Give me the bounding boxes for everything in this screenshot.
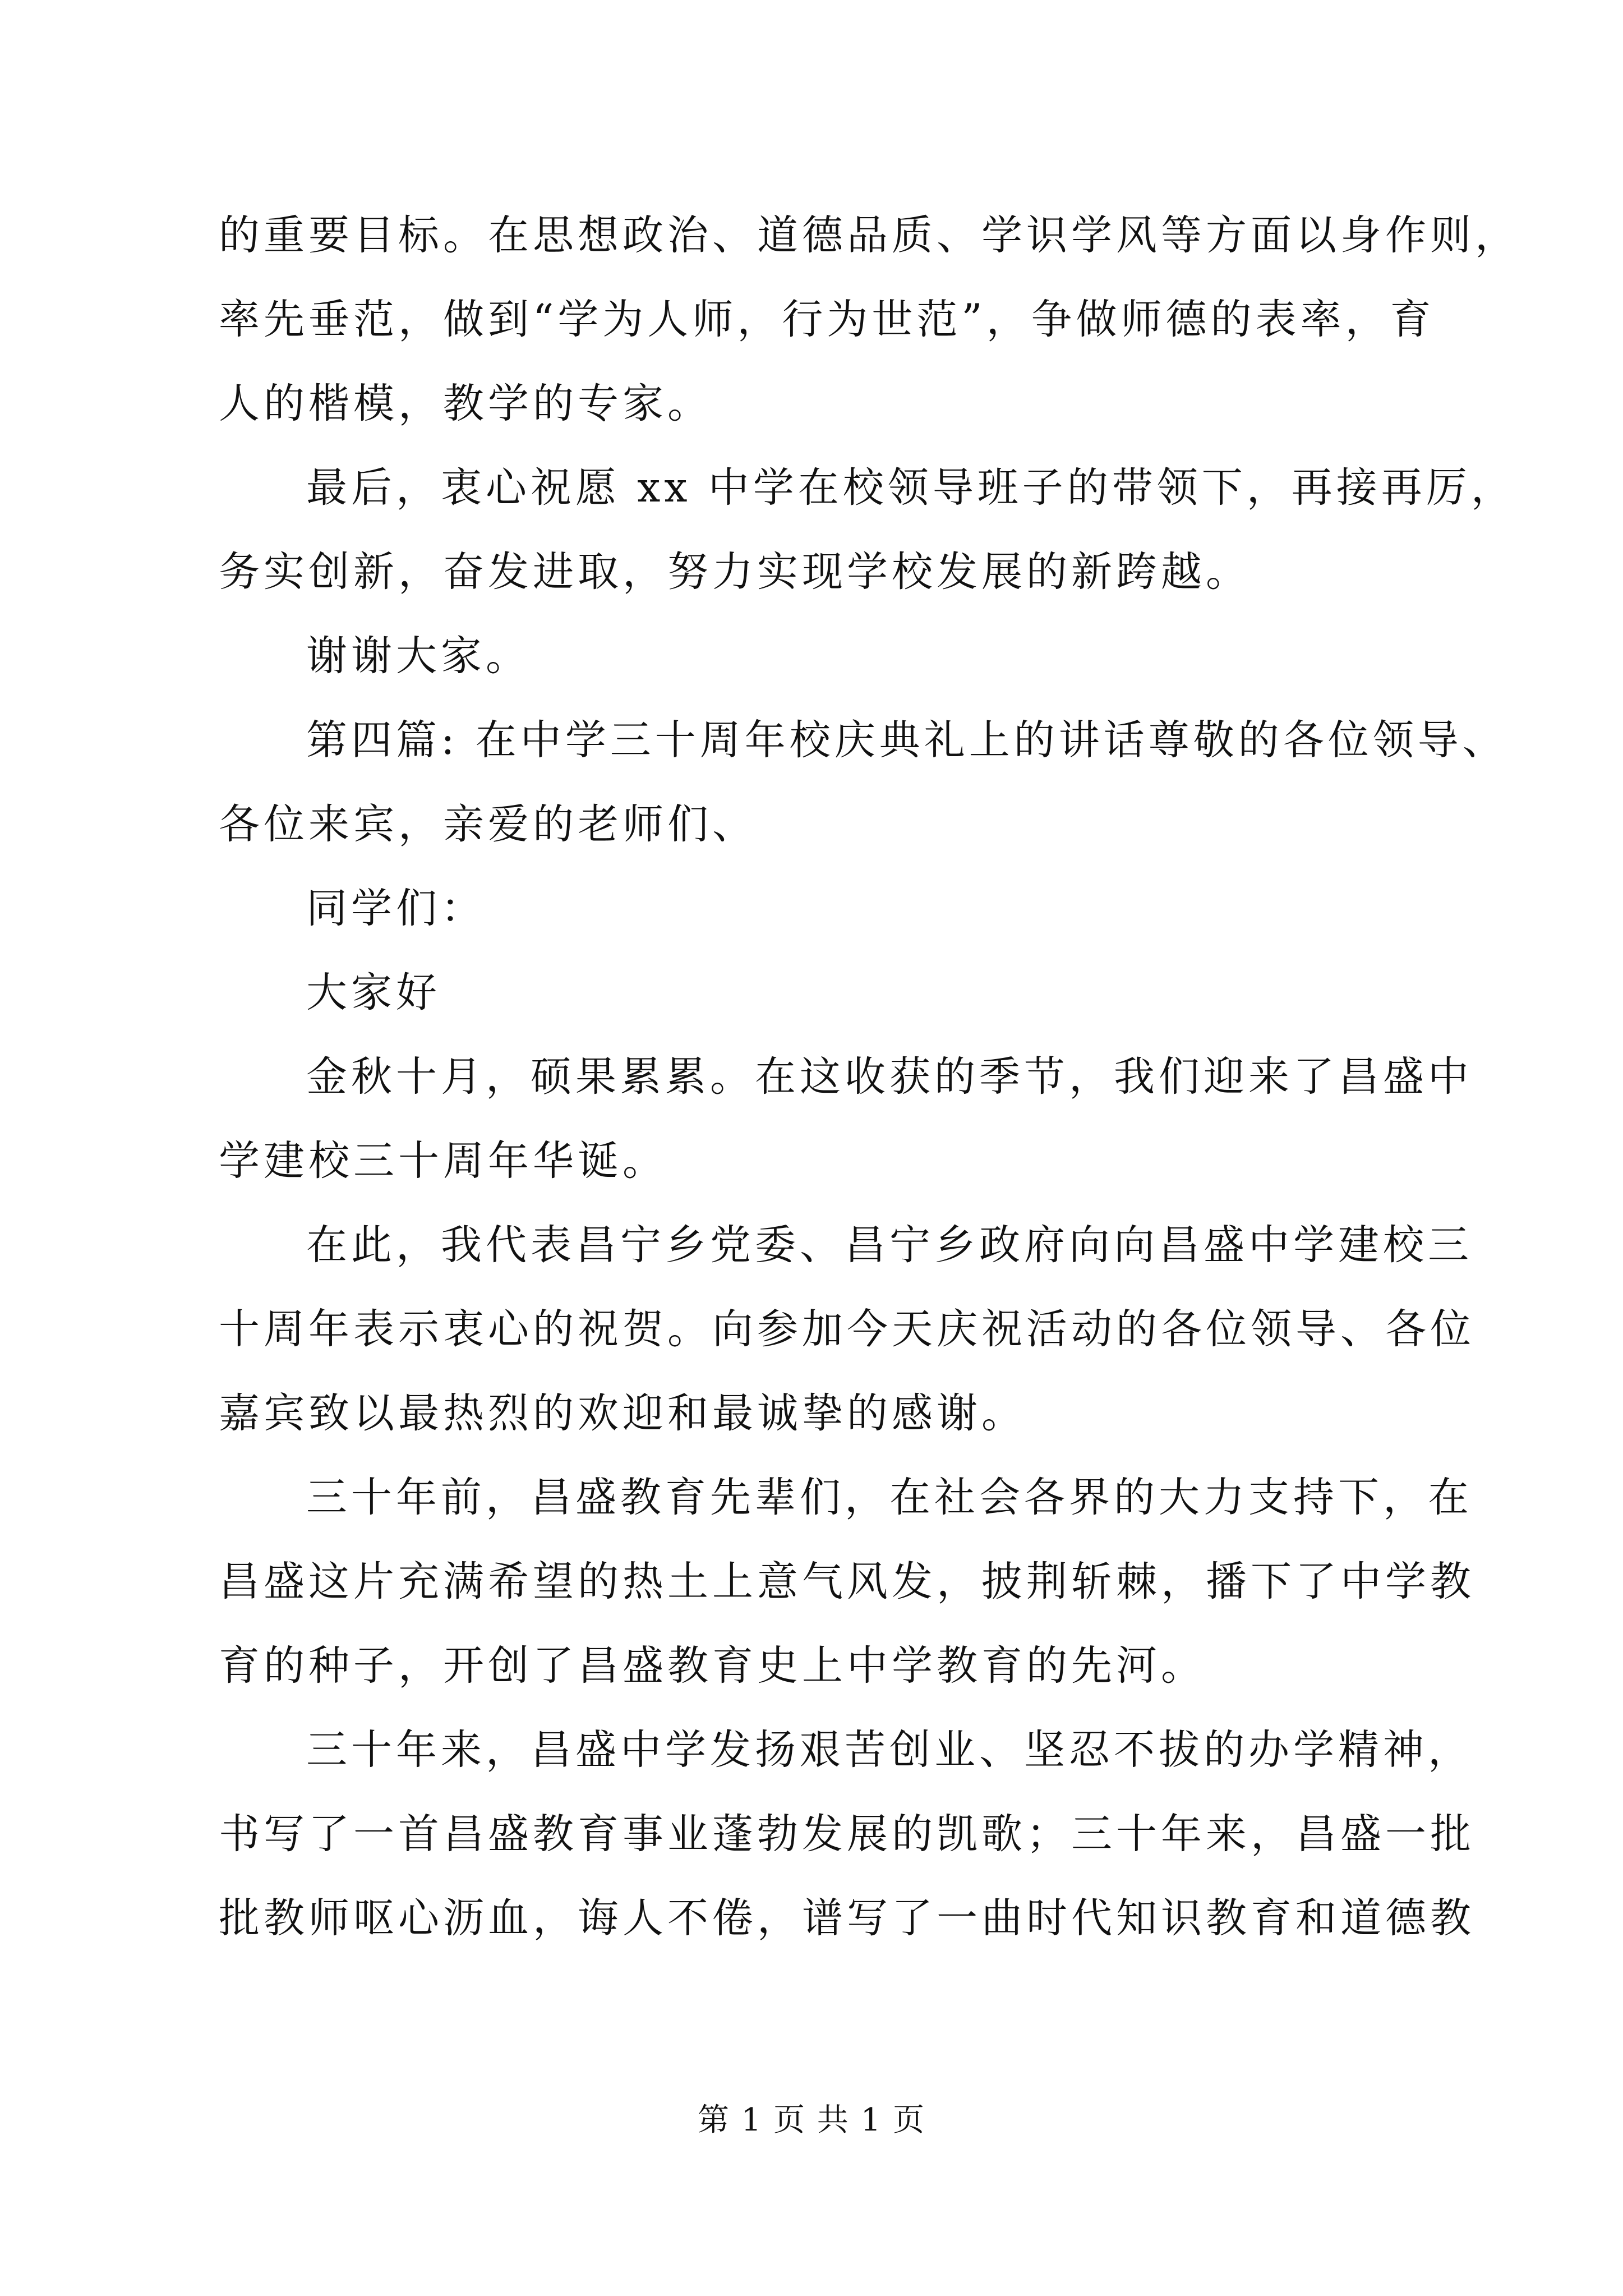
text-line: 谢谢大家。 — [306, 632, 531, 680]
text-line: 昌盛这片充满希望的热土上意气风发，披荆斩棘，播下了中学教 — [219, 1558, 1475, 1605]
text-line: 人的楷模，教学的专家。 — [219, 380, 712, 427]
text-line: 十周年表示衷心的祝贺。向参加今天庆祝活动的各位领导、各位 — [219, 1305, 1475, 1353]
text-line: 的重要目标。在思想政治、道德品质、学识学风等方面以身作则， — [219, 211, 1520, 259]
text-line: 学建校三十周年华诞。 — [219, 1137, 667, 1185]
page-number-footer: 第 1 页 共 1 页 — [697, 2102, 926, 2138]
text-line: 育的种子，开创了昌盛教育史上中学教育的先河。 — [219, 1642, 1206, 1690]
text-line: 第四篇: 在中学三十周年校庆典礼上的讲话尊敬的各位领导、 — [306, 716, 1507, 764]
text-line: 各位来宾，亲爱的老师们、 — [219, 800, 757, 848]
text-line: 三十年前，昌盛教育先辈们，在社会各界的大力支持下，在 — [306, 1474, 1473, 1521]
text-line: 书写了一首昌盛教育事业蓬勃发展的凯歌；三十年来，昌盛一批 — [219, 1810, 1475, 1858]
text-line: 三十年来，昌盛中学发扬艰苦创业、坚忍不拔的办学精神， — [306, 1726, 1473, 1774]
text-line: 嘉宾致以最热烈的欢迎和最诚挚的感谢。 — [219, 1389, 1026, 1437]
text-line: 最后，衷心祝愿 xx 中学在校领导班子的带领下，再接再厉， — [306, 464, 1516, 512]
text-line: 率先垂范，做到“学为人师，行为世范”，争做师德的表率，育 — [219, 296, 1435, 343]
text-line: 大家好 — [306, 969, 441, 1016]
text-line: 务实创新，奋发进取，努力实现学校发展的新跨越。 — [219, 548, 1251, 596]
text-line: 在此，我代表昌宁乡党委、昌宁乡政府向向昌盛中学建校三 — [306, 1221, 1473, 1269]
text-line: 批教师呕心沥血，诲人不倦，谱写了一曲时代知识教育和道德教 — [219, 1894, 1475, 1942]
text-line: 金秋十月，硕果累累。在这收获的季节，我们迎来了昌盛中 — [306, 1053, 1473, 1101]
text-line: 同学们： — [306, 885, 486, 932]
